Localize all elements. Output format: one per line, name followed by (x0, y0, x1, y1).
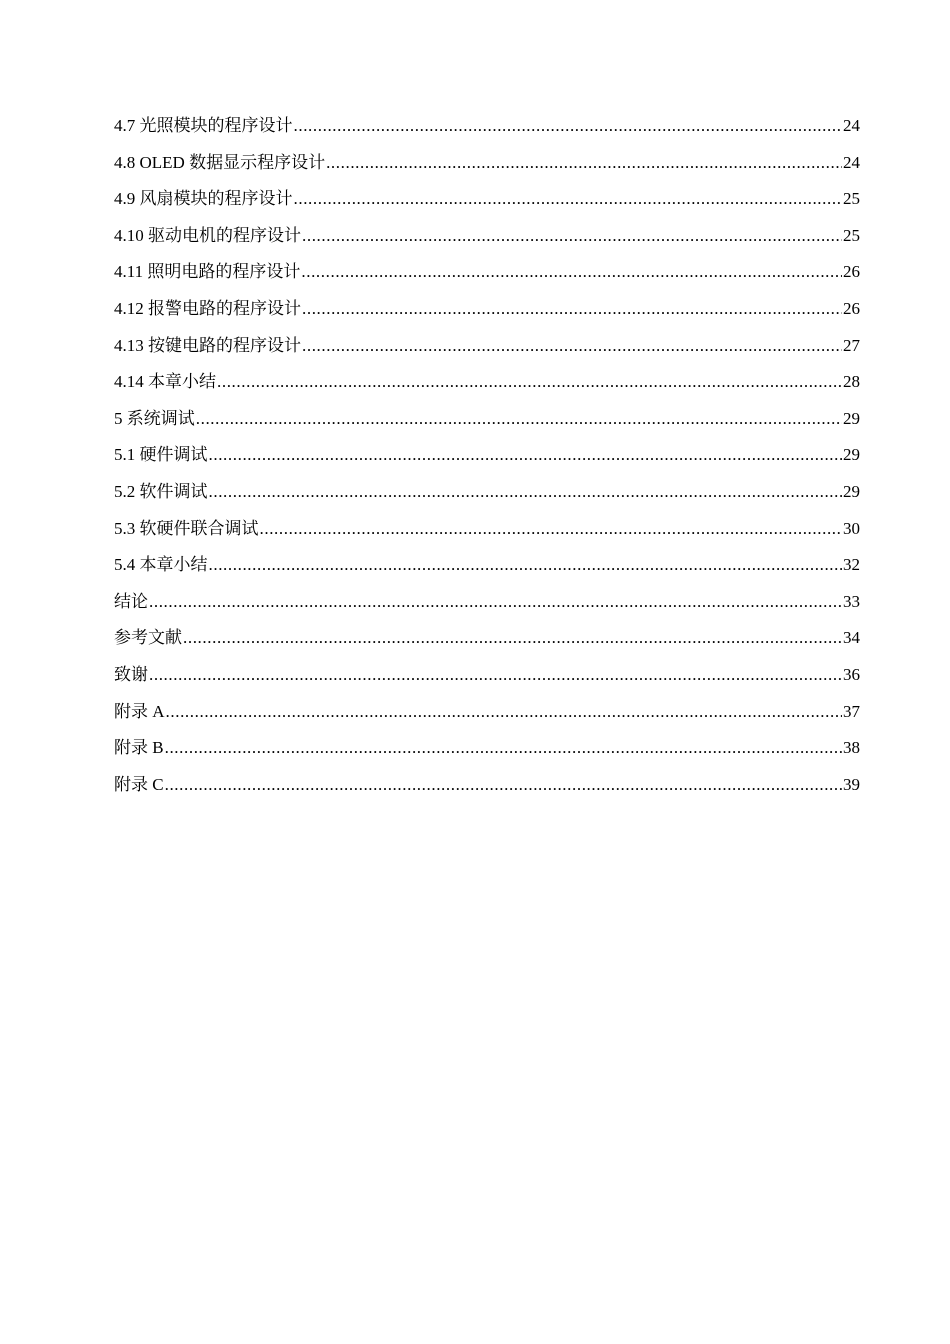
toc-entry[interactable] (114, 624, 860, 661)
toc-dot-leader (217, 368, 842, 396)
toc-dot-leader (209, 478, 843, 506)
toc-entry-page: 34 (843, 628, 860, 648)
toc-entry-title: 4.11 照明电路的程序设计 (114, 262, 301, 282)
toc-entry-title: 5.2 软件调试 (114, 481, 208, 501)
toc-entry-page: 25 (843, 225, 860, 245)
toc-entry-page: 27 (843, 335, 860, 355)
toc-entry-page: 33 (843, 591, 860, 611)
toc-entry-title: 附录 B (114, 738, 164, 758)
toc-entry-title: 5.4 本章小结 (114, 555, 208, 575)
toc-dot-leader (165, 734, 842, 762)
toc-dot-leader (209, 551, 843, 579)
toc-entry[interactable] (114, 588, 860, 625)
toc-dot-leader (149, 588, 842, 616)
toc-dot-leader (149, 661, 842, 689)
toc-entry-page: 26 (843, 262, 860, 282)
toc-entry-page: 36 (843, 664, 860, 684)
toc-entry[interactable] (114, 661, 860, 698)
toc-entry-title: 4.12 报警电路的程序设计 (114, 298, 301, 318)
toc-entry-page: 39 (843, 774, 860, 794)
toc-entry-title: 4.14 本章小结 (114, 372, 216, 392)
toc-entry-page: 24 (843, 116, 860, 135)
toc-entry[interactable] (114, 771, 860, 808)
toc-entry[interactable] (114, 185, 860, 222)
toc-entry-title: 4.9 风扇模块的程序设计 (114, 189, 293, 209)
toc-entry[interactable] (114, 149, 860, 186)
toc-entry-page: 29 (843, 408, 860, 428)
toc-entry-page: 26 (843, 298, 860, 318)
toc-dot-leader (301, 258, 842, 286)
toc-dot-leader (294, 185, 843, 213)
toc-entry[interactable] (114, 295, 860, 332)
toc-entry-title: 4.10 驱动电机的程序设计 (114, 225, 301, 245)
toc-entry[interactable] (114, 112, 860, 149)
toc-entry-page: 38 (843, 738, 860, 758)
toc-entry-title: 附录 A (114, 701, 165, 721)
toc-entry[interactable] (114, 734, 860, 771)
toc-entry[interactable] (114, 441, 860, 478)
toc-entry-page: 30 (843, 518, 860, 538)
table-of-contents (114, 112, 860, 807)
toc-dot-leader (165, 771, 842, 799)
toc-entry-title: 结论 (114, 591, 148, 611)
toc-entry[interactable] (114, 551, 860, 588)
toc-entry[interactable] (114, 515, 860, 552)
toc-dot-leader (326, 149, 842, 177)
toc-entry-title: 参考文献 (114, 628, 182, 648)
toc-dot-leader (302, 295, 842, 323)
toc-entry[interactable] (114, 368, 860, 405)
toc-entry[interactable] (114, 332, 860, 369)
toc-entry-title: 5.3 软硬件联合调试 (114, 518, 259, 538)
toc-entry-page: 37 (843, 701, 860, 721)
toc-entry[interactable] (114, 405, 860, 442)
toc-entry-page: 32 (843, 555, 860, 575)
toc-entry-title: 5 系统调试 (114, 408, 195, 428)
toc-dot-leader (183, 624, 842, 652)
toc-dot-leader (302, 222, 842, 250)
toc-entry[interactable] (114, 698, 860, 735)
toc-dot-leader (209, 441, 843, 469)
toc-entry[interactable] (114, 478, 860, 515)
toc-dot-leader (196, 405, 842, 433)
toc-entry-title: 致谢 (114, 664, 148, 684)
toc-entry-page: 25 (843, 189, 860, 209)
toc-entry-title: 4.13 按键电路的程序设计 (114, 335, 301, 355)
toc-entry-page: 29 (843, 445, 860, 465)
toc-entry[interactable] (114, 222, 860, 259)
toc-entry-page: 28 (843, 372, 860, 392)
toc-entry-title: 5.1 硬件调试 (114, 445, 208, 465)
toc-entry-title: 附录 C (114, 774, 164, 794)
toc-dot-leader (260, 515, 843, 543)
toc-entry-page: 29 (843, 481, 860, 501)
toc-entry-title: 4.8 OLED 数据显示程序设计 (114, 152, 326, 172)
toc-entry[interactable] (114, 258, 860, 295)
toc-dot-leader (166, 698, 842, 726)
toc-entry-title: 4.7 光照模块的程序设计 (114, 116, 293, 135)
toc-dot-leader (294, 112, 843, 140)
toc-entry-page: 24 (843, 152, 860, 172)
toc-dot-leader (302, 332, 842, 360)
